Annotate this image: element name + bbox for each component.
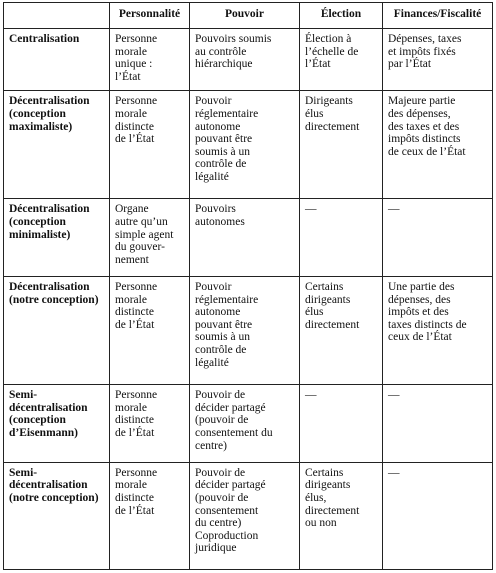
row-label-line: Décentralisation bbox=[9, 95, 90, 108]
cell-election bbox=[300, 199, 383, 277]
header-personnalite: Personnalité bbox=[110, 3, 190, 29]
cell-line: dépenses, des bbox=[388, 293, 451, 306]
cell-election bbox=[300, 462, 383, 569]
header-pouvoir: Pouvoir bbox=[190, 3, 300, 29]
cell-line: Certains bbox=[305, 281, 344, 294]
cell-line: de l’État bbox=[115, 504, 155, 517]
row-label-line: maximaliste) bbox=[9, 120, 73, 133]
cell-election bbox=[300, 29, 383, 91]
cell-line: Pouvoirs soumis bbox=[195, 33, 272, 45]
cell-line: (pouvoir de bbox=[195, 414, 249, 427]
cell-line: nement bbox=[115, 253, 149, 266]
table-row bbox=[4, 199, 493, 277]
row-label-decentralisation-minimaliste bbox=[4, 199, 110, 277]
cell-personnalite bbox=[110, 29, 190, 91]
cell-line: ceux de l’État bbox=[388, 331, 452, 344]
cell-line: autonome bbox=[195, 306, 241, 319]
row-label-centralisation bbox=[4, 29, 110, 91]
cell-line: Personne bbox=[115, 389, 158, 402]
cell-finances bbox=[383, 385, 493, 463]
header-empty bbox=[4, 3, 110, 29]
header-finances: Finances/Fiscalité bbox=[383, 3, 493, 29]
cell-line: simple agent bbox=[115, 228, 174, 241]
cell-line: — bbox=[305, 389, 317, 402]
cell-line: Une partie des bbox=[388, 281, 455, 294]
cell-line: unique : bbox=[115, 58, 153, 71]
cell-line: l’échelle de bbox=[305, 45, 359, 58]
cell-line: Personne bbox=[115, 33, 158, 45]
cell-line: du centre) bbox=[195, 517, 242, 530]
cell-pouvoir bbox=[190, 29, 300, 91]
cell-line: Pouvoir de bbox=[195, 389, 246, 402]
cell-line: contrôle de bbox=[195, 344, 247, 357]
cell-line: (pouvoir de bbox=[195, 492, 249, 505]
row-label-line: (conception bbox=[9, 414, 66, 427]
cell-line: de l’État bbox=[115, 318, 155, 331]
cell-pouvoir bbox=[190, 462, 300, 569]
cell-line: et impôts fixés bbox=[388, 45, 456, 58]
row-label-line: décentralisation bbox=[9, 401, 88, 414]
cell-line: Coproduction bbox=[195, 529, 259, 542]
header-row bbox=[4, 3, 493, 29]
table-row bbox=[4, 277, 493, 385]
cell-line: au contrôle bbox=[195, 45, 247, 58]
cell-line: légalité bbox=[195, 170, 229, 183]
row-label-line: (conception bbox=[9, 107, 66, 120]
cell-finances bbox=[383, 277, 493, 385]
cell-line: morale bbox=[115, 45, 147, 58]
cell-personnalite bbox=[110, 91, 190, 199]
cell-line: hiérarchique bbox=[195, 58, 253, 71]
cell-line: l’État bbox=[305, 58, 331, 71]
cell-line: consentement bbox=[195, 504, 259, 517]
cell-line: Organe bbox=[115, 203, 149, 216]
cell-line: réglementaire bbox=[195, 293, 259, 306]
cell-pouvoir bbox=[190, 385, 300, 463]
cell-line: distincte bbox=[115, 492, 154, 505]
row-label-line: (conception bbox=[9, 216, 66, 229]
row-label-line: Centralisation bbox=[9, 33, 80, 45]
row-label-line: Semi- bbox=[9, 389, 38, 402]
table-row bbox=[4, 462, 493, 569]
cell-line: Pouvoir de bbox=[195, 466, 246, 479]
cell-line: directement bbox=[305, 318, 360, 331]
cell-line: directement bbox=[305, 120, 360, 133]
row-label-line: (notre conception) bbox=[9, 293, 99, 306]
cell-line: légalité bbox=[195, 356, 229, 369]
cell-pouvoir bbox=[190, 91, 300, 199]
cell-line: — bbox=[388, 466, 400, 479]
cell-line: de l’État bbox=[115, 133, 155, 146]
cell-line: Personne bbox=[115, 466, 158, 479]
cell-line: Pouvoir bbox=[195, 95, 232, 108]
cell-line: Personne bbox=[115, 95, 158, 108]
cell-personnalite bbox=[110, 462, 190, 569]
cell-line: taxes distincts de bbox=[388, 318, 467, 331]
cell-line: autonome bbox=[195, 120, 241, 133]
row-label-semi-decentralisation-notre bbox=[4, 462, 110, 569]
table-row bbox=[4, 385, 493, 463]
cell-line: Dirigeants bbox=[305, 95, 353, 108]
cell-line: impôts et des bbox=[388, 306, 449, 319]
cell-line: impôts distincts bbox=[388, 133, 461, 146]
cell-line: Pouvoirs bbox=[195, 203, 236, 216]
cell-line: soumis à un bbox=[195, 145, 250, 158]
cell-line: des taxes et des bbox=[388, 120, 460, 133]
cell-finances bbox=[383, 462, 493, 569]
cell-line: dirigeants bbox=[305, 479, 351, 492]
cell-pouvoir bbox=[190, 199, 300, 277]
cell-finances bbox=[383, 199, 493, 277]
cell-line: Élection à bbox=[305, 33, 352, 45]
cell-line: élus bbox=[305, 107, 324, 120]
cell-line: — bbox=[388, 203, 400, 216]
cell-line: directement bbox=[305, 504, 360, 517]
cell-finances bbox=[383, 91, 493, 199]
cell-election bbox=[300, 385, 383, 463]
cell-line: pouvant être bbox=[195, 318, 253, 331]
cell-line: morale bbox=[115, 479, 147, 492]
cell-election bbox=[300, 91, 383, 199]
cell-line: de l’État bbox=[115, 426, 155, 439]
row-label-line: Décentralisation bbox=[9, 203, 90, 216]
cell-line: Certains bbox=[305, 466, 344, 479]
row-label-line: minimaliste) bbox=[9, 228, 71, 241]
cell-line: juridique bbox=[195, 542, 237, 555]
cell-line: morale bbox=[115, 401, 147, 414]
cell-personnalite bbox=[110, 277, 190, 385]
cell-line: autre qu’un bbox=[115, 216, 168, 229]
cell-line: décider partagé bbox=[195, 479, 266, 492]
cell-line: centre) bbox=[195, 439, 227, 452]
row-label-line: (notre conception) bbox=[9, 492, 99, 505]
row-label-line: d’Eisenmann) bbox=[9, 426, 79, 439]
cell-line: Pouvoir bbox=[195, 281, 232, 294]
cell-election bbox=[300, 277, 383, 385]
table-row bbox=[4, 29, 493, 91]
cell-line: décider partagé bbox=[195, 401, 266, 414]
table-row bbox=[4, 91, 493, 199]
cell-line: par l’État bbox=[388, 58, 432, 71]
cell-line: élus bbox=[305, 306, 324, 319]
cell-line: distincte bbox=[115, 120, 154, 133]
header-election: Élection bbox=[300, 3, 383, 29]
row-label-semi-decentralisation-eisenmann bbox=[4, 385, 110, 463]
cell-line: de ceux de l’État bbox=[388, 145, 466, 158]
cell-line: des dépenses, bbox=[388, 107, 451, 120]
row-label-line: Décentralisation bbox=[9, 281, 90, 294]
cell-line: morale bbox=[115, 107, 147, 120]
cell-line: distincte bbox=[115, 306, 154, 319]
cell-line: ou non bbox=[305, 517, 337, 530]
cell-personnalite bbox=[110, 385, 190, 463]
cell-finances bbox=[383, 29, 493, 91]
cell-line: dirigeants bbox=[305, 293, 351, 306]
cell-line: pouvant être bbox=[195, 133, 253, 146]
cell-line: — bbox=[305, 203, 317, 216]
row-label-line: Semi- bbox=[9, 466, 38, 479]
cell-line: réglementaire bbox=[195, 107, 259, 120]
cell-line: du gouver- bbox=[115, 241, 165, 254]
row-label-line: décentralisation bbox=[9, 479, 88, 492]
comparison-table bbox=[3, 2, 493, 570]
cell-line: — bbox=[388, 389, 400, 402]
cell-line: distincte bbox=[115, 414, 154, 427]
cell-line: élus, bbox=[305, 492, 327, 505]
cell-personnalite bbox=[110, 199, 190, 277]
cell-line: Personne bbox=[115, 281, 158, 294]
row-label-decentralisation-maximaliste bbox=[4, 91, 110, 199]
cell-line: Dépenses, taxes bbox=[388, 33, 462, 45]
cell-line: morale bbox=[115, 293, 147, 306]
cell-pouvoir bbox=[190, 277, 300, 385]
cell-line: autonomes bbox=[195, 216, 245, 229]
cell-line: Majeure partie bbox=[388, 95, 456, 108]
cell-line: l’État bbox=[115, 70, 141, 83]
row-label-decentralisation-notre bbox=[4, 277, 110, 385]
cell-line: consentement du bbox=[195, 426, 273, 439]
cell-line: soumis à un bbox=[195, 331, 250, 344]
cell-line: contrôle de bbox=[195, 158, 247, 171]
